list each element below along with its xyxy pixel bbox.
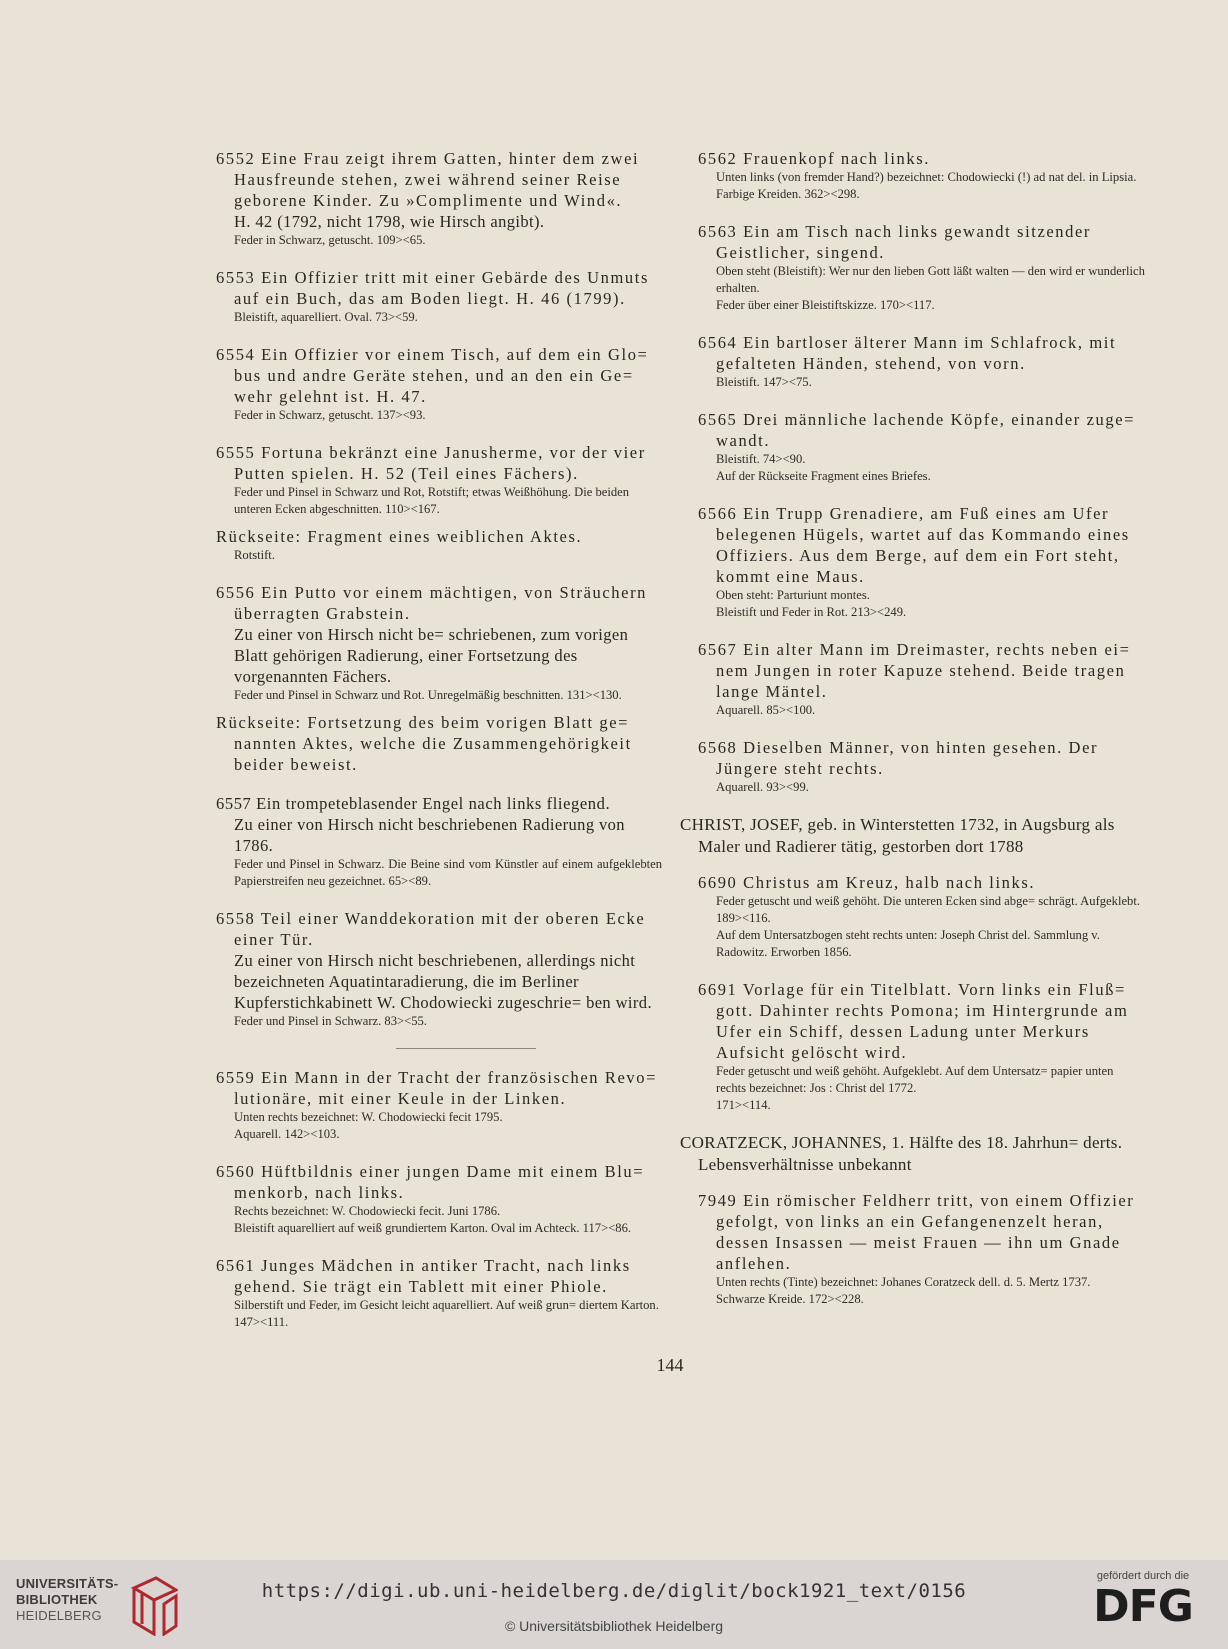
page-number: 144 [656, 1355, 684, 1375]
entry-note: Bleistift aquarelliert auf weiß grundiertem Karton. Oval im Achteck. 117><86. [234, 1221, 632, 1235]
entry-title: 6561 Junges Mädchen in antiker Tracht, nach links gehend. Sie trägt ein Tablett mit einer Phiole. [216, 1256, 631, 1296]
entry-title: 6560 Hüftbildnis einer jungen Dame mit einem Blu= menkorb, nach links. [216, 1162, 645, 1202]
entry-6557 [216, 793, 662, 890]
entry-6560 [216, 1161, 662, 1237]
entry-6555-verso [216, 526, 662, 564]
entry-title: 6555 Fortuna bekränzt eine Janusherme, vor der vier Putten spielen. H. 52 (Teil eines Fächers). [216, 443, 646, 483]
entry-title-cont: Zu einer von Hirsch nicht beschriebenen, allerdings nicht bezeichneten Aquatintaradierung, die im Berliner Kupferstichkabinett W. Chodowiecki zugeschrie= ben wird. [234, 951, 652, 1012]
library-name-line3: HEIDELBERG [16, 1608, 102, 1623]
entry-note: Feder in Schwarz, getuscht. 109><65. [234, 233, 426, 247]
entry-title: 6553 Ein Offizier tritt mit einer Gebärde des Unmuts auf ein Buch, das am Boden liegt. H. 46 (1799). [216, 268, 649, 308]
dfg-wordmark: DFG [1093, 1581, 1193, 1632]
entry-title-cont: H. 42 (1792, nicht 1798, wie Hirsch angibt). [234, 212, 545, 231]
artist-heading-coratzeck: CORATZECK, JOHANNES, 1. Hälfte des 18. Jahrhun= derts. Lebensverhältnisse unbekannt [680, 1133, 1123, 1174]
library-name-line2: BIBLIOTHEK [16, 1592, 98, 1607]
entry-note: Feder und Pinsel in Schwarz und Rot. Unregelmäßig beschnitten. 131><130. [234, 688, 622, 702]
entry-note: Feder in Schwarz, getuscht. 137><93. [234, 408, 426, 422]
entry-7949 [698, 1190, 1146, 1308]
permalink-url[interactable]: https://digi.ub.uni-heidelberg.de/diglit/bock1921_text/0156 [261, 1580, 967, 1602]
dfg-logo[interactable] [1078, 1570, 1208, 1632]
entry-6691 [698, 979, 1146, 1114]
entry-6552 [216, 148, 662, 249]
entry-6562 [698, 148, 1146, 203]
entry-title: 6567 Ein alter Mann im Dreimaster, rechts neben ei= nem Jungen in roter Kapuze stehend. Beide tragen lange Mäntel. [698, 640, 1131, 701]
entry-note: Rotstift. [234, 548, 275, 562]
entry-note: Feder über einer Bleistiftskizze. 170><117. [716, 298, 935, 312]
entry-title: 6557 Ein trompeteblasender Engel nach links fliegend. [216, 794, 611, 813]
entry-6559 [216, 1067, 662, 1143]
entry-title: 6563 Ein am Tisch nach links gewandt sitzender Geistlicher, singend. [698, 222, 1092, 262]
entry-note: Bleistift und Feder in Rot. 213><249. [716, 605, 907, 619]
entry-note: 171><114. [716, 1098, 771, 1112]
entry-title: 7949 Ein römischer Feldherr tritt, von einem Offizier gefolgt, von links an ein Gefangenenzelt heran, dessen Insassen — meist Frauen — ihn um Gnade anflehen. [698, 1191, 1135, 1273]
entry-title: 6691 Vorlage für ein Titelblatt. Vorn links ein Fluß= gott. Dahinter rechts Pomona; im Hintergrunde am Ufer ein Schiff, dessen Ladung unter Merkurs Aufsicht gelöscht wird. [698, 980, 1129, 1062]
entry-note: Feder und Pinsel in Schwarz. 83><55. [234, 1014, 427, 1028]
entry-6553 [216, 267, 662, 326]
entry-note: Bleistift. 147><75. [716, 375, 812, 389]
entry-6567 [698, 639, 1146, 719]
entry-title: 6554 Ein Offizier vor einem Tisch, auf dem ein Glo= bus und andre Geräte stehen, und an den ein Ge= wehr gelehnt ist. H. 47. [216, 345, 649, 406]
entry-title: 6564 Ein bartloser älterer Mann im Schlafrock, mit gefalteten Händen, stehend, von vorn. [698, 333, 1117, 373]
entry-note: Feder getuscht und weiß gehöht. Aufgeklebt. Auf dem Untersatz= papier unten rechts bezeichnet: Jos : Christ del 1772. [716, 1064, 1114, 1095]
entry-6556 [216, 582, 662, 704]
entry-title: 6558 Teil einer Wanddekoration mit der oberen Ecke einer Tür. [216, 909, 646, 949]
viewer-footer [0, 1560, 1228, 1649]
entry-title-cont: Zu einer von Hirsch nicht beschriebenen Radierung von 1786. [234, 815, 625, 855]
entry-6558 [216, 908, 662, 1030]
entry-6690 [698, 872, 1146, 961]
entry-note: Feder getuscht und weiß gehöht. Die unteren Ecken sind abge= schrägt. Aufgeklebt. 189><116. [716, 894, 1140, 925]
entry-title: 6562 Frauenkopf nach links. [698, 149, 930, 168]
entry-note: Feder und Pinsel in Schwarz und Rot, Rotstift; etwas Weißhöhung. Die beiden unteren Ecken abgeschnitten. 110><167. [234, 485, 630, 516]
entry-title: 6566 Ein Trupp Grenadiere, am Fuß eines am Ufer belegenen Hügels, wartet auf das Kommando eines Offiziers. Aus dem Berge, auf dem ein Fort steht, kommt eine Maus. [698, 504, 1130, 586]
entry-note: Bleistift. 74><90. [716, 452, 806, 466]
library-name-line1: UNIVERSITÄTS- [16, 1576, 119, 1591]
entry-6556-verso [216, 712, 662, 775]
entry-note: Farbige Kreiden. 362><298. [716, 187, 860, 201]
entry-title-cont: Zu einer von Hirsch nicht be= schriebenen, zum vorigen Blatt gehörigen Radierung, einer Fortsetzung des vorgenannten Fächers. [234, 625, 629, 686]
entry-note: Unten rechts (Tinte) bezeichnet: Johanes Coratzeck dell. d. 5. Mertz 1737. [716, 1275, 1091, 1289]
entry-title: 6568 Dieselben Männer, von hinten gesehen. Der Jüngere steht rechts. [698, 738, 1099, 778]
entry-note: Oben steht (Bleistift): Wer nur den lieben Gott läßt walten — den wird er wunderlich erhalten. [716, 264, 1145, 295]
entry-note: Silberstift und Feder, im Gesicht leicht aquarelliert. Auf weiß grun= diertem Karton. 147><111. [234, 1298, 659, 1329]
copyright-notice: © Universitätsbibliothek Heidelberg [504, 1618, 724, 1634]
right-column [680, 148, 1146, 1326]
entry-note: Feder und Pinsel in Schwarz. Die Beine sind vom Künstler auf einem aufgeklebten Papierstreifen neu gezeichnet. 65><89. [234, 857, 662, 888]
entry-6554 [216, 344, 662, 424]
artist-heading-christ: CHRIST, JOSEF, geb. in Winterstetten 1732, in Augsburg als Maler und Radierer tätig, gestorben dort 1788 [680, 815, 1115, 856]
entry-6564 [698, 332, 1146, 391]
entry-title: 6552 Eine Frau zeigt ihrem Gatten, hinter dem zwei Hausfreunde stehen, zwei während seiner Reise geborene Kinder. Zu »Complimente und Wind«. [216, 149, 640, 210]
entry-note: Unten rechts bezeichnet: W. Chodowiecki fecit 1795. [234, 1110, 503, 1124]
entry-note: Aquarell. 93><99. [716, 780, 809, 794]
entry-note: Oben steht: Parturiunt montes. [716, 588, 870, 602]
entry-note: Auf dem Untersatzbogen steht rechts unten: Joseph Christ del. Sammlung v. Radowitz. Erworben 1856. [716, 928, 1100, 959]
entry-6568 [698, 737, 1146, 796]
funded-by-label: gefördert durch die [1096, 1570, 1190, 1582]
entry-note: Schwarze Kreide. 172><228. [716, 1292, 864, 1306]
entry-note: Bleistift, aquarelliert. Oval. 73><59. [234, 310, 418, 324]
entry-6561 [216, 1255, 662, 1331]
entry-title: 6565 Drei männliche lachende Köpfe, einander zuge= wandt. [698, 410, 1136, 450]
entry-note: Unten links (von fremder Hand?) bezeichnet: Chodowiecki (!) ad nat del. in Lipsia. [716, 170, 1137, 184]
entry-title: Rückseite: Fortsetzung des beim vorigen Blatt ge= nannten Aktes, welche die Zusammengehörigkeit beider beweist. [216, 713, 632, 774]
entry-6555 [216, 442, 662, 518]
entry-title: 6690 Christus am Kreuz, halb nach links. [698, 873, 1036, 892]
entry-6565 [698, 409, 1146, 485]
entry-title: 6559 Ein Mann in der Tracht der französischen Revo= lutionäre, mit einer Keule in der Linken. [216, 1068, 657, 1108]
entry-title: 6556 Ein Putto vor einem mächtigen, von Sträuchern überragten Grabstein. [216, 583, 648, 623]
entry-note: Aquarell. 85><100. [716, 703, 816, 717]
entry-note: Aquarell. 142><103. [234, 1127, 340, 1141]
section-divider [396, 1048, 536, 1049]
entry-title: Rückseite: Fragment eines weiblichen Aktes. [216, 527, 583, 546]
entry-6566 [698, 503, 1146, 621]
entry-note: Auf der Rückseite Fragment eines Briefes. [716, 469, 931, 483]
left-column [216, 148, 662, 1349]
entry-6563 [698, 221, 1146, 314]
entry-note: Rechts bezeichnet: W. Chodowiecki fecit. Juni 1786. [234, 1204, 501, 1218]
